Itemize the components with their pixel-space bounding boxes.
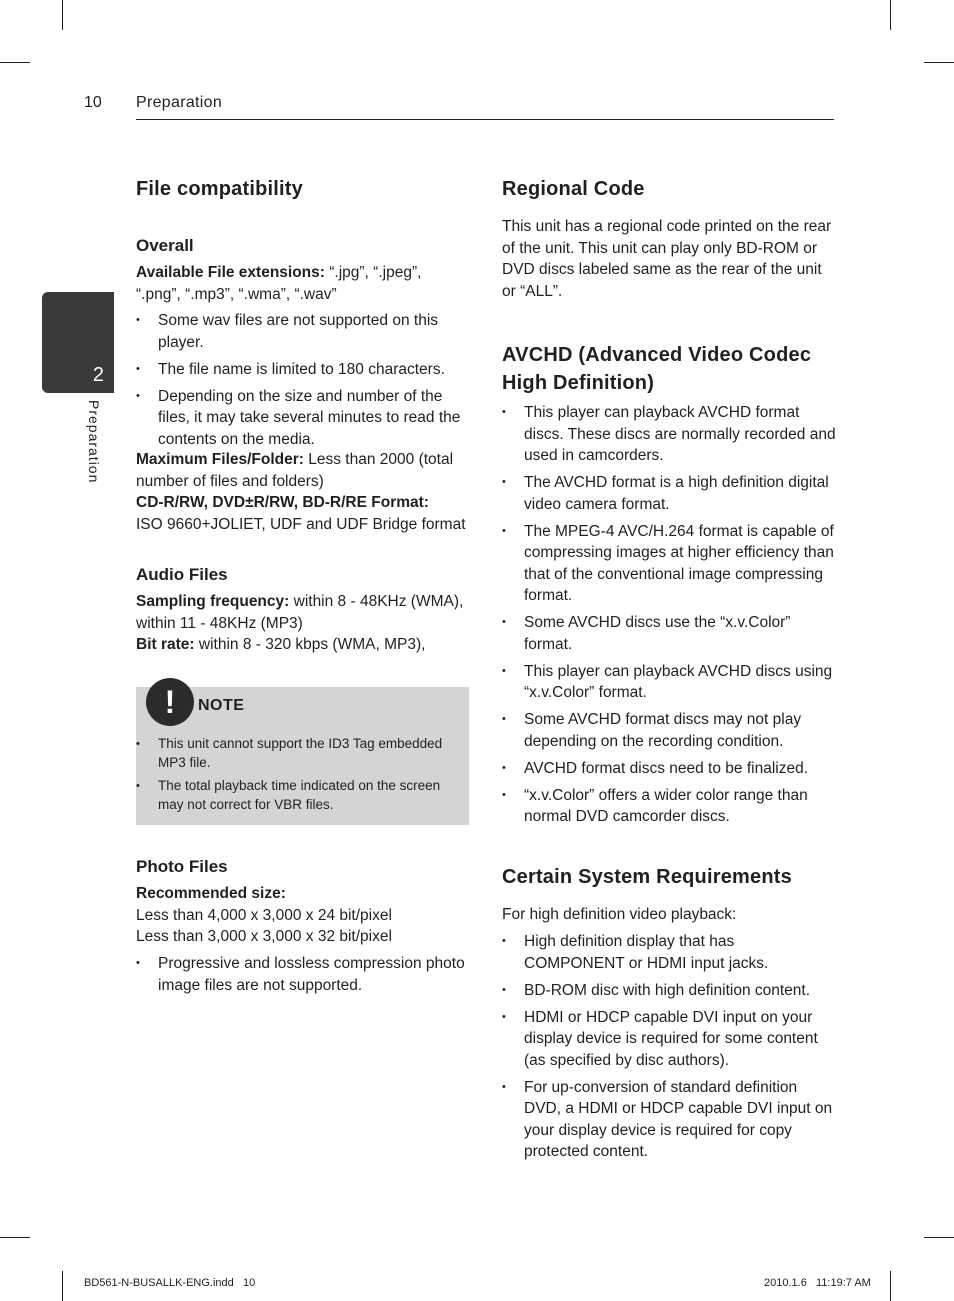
section-title-system-requirements: Certain System Requirements (502, 866, 792, 888)
disc-format-value: ISO 9660+JOLIET, UDF and UDF Bridge format (136, 515, 466, 533)
list-item: • The AVCHD format is a high definition digital video camera format. (502, 472, 836, 515)
bitrate-text (136, 634, 470, 656)
sampling-text (136, 591, 470, 634)
list-item: • This player can playback AVCHD discs using “x.v.Color” format. (502, 661, 836, 704)
system-intro: For high definition video playback: (502, 906, 737, 923)
page-number: 10 (84, 94, 102, 111)
crop-mark (62, 1271, 63, 1301)
list-item: • Some AVCHD format discs may not play depending on the recording condition. (502, 709, 836, 752)
list-item: • For up-conversion of standard definition DVD, a HDMI or HDCP capable DVI input on your display device is required for copy protected content. (502, 1077, 836, 1163)
crop-mark (890, 0, 891, 30)
list-item: • High definition display that has COMPONENT or HDMI input jacks. (502, 931, 836, 974)
photo-size-line: Less than 4,000 x 3,000 x 24 bit/pixel (136, 906, 392, 924)
list-item: • Progressive and lossless compression photo image files are not supported. (136, 953, 470, 996)
list-item: • This unit cannot support the ID3 Tag embedded MP3 file. (136, 735, 466, 772)
crop-mark (0, 62, 30, 63)
list-item: • The total playback time indicated on the screen may not correct for VBR files. (136, 777, 466, 814)
list-item: • Some AVCHD discs use the “x.v.Color” format. (502, 612, 836, 655)
max-files-value: Less than 2000 (total number of files and folders) (136, 451, 454, 490)
subheading-overall: Overall (136, 236, 194, 255)
chapter-tab-label: Preparation (86, 400, 102, 484)
crop-mark (890, 1271, 891, 1301)
section-title-avchd: AVCHD (Advanced Video Codec High Definition) (502, 344, 812, 394)
max-files-text (136, 449, 470, 492)
header-rule (136, 119, 834, 120)
note-bullets (136, 735, 466, 819)
file-extensions-label: Available File extensions: (136, 264, 325, 281)
exclamation-icon: ! (146, 678, 194, 726)
subheading-audio-files: Audio Files (136, 565, 228, 584)
list-item: • HDMI or HDCP capable DVI input on your display device is required for some content (as specified by disc authors). (502, 1007, 836, 1072)
list-item: • BD-ROM disc with high definition content. (502, 980, 836, 1002)
section-title-regional-code: Regional Code (502, 178, 645, 200)
overall-bullets (136, 310, 470, 456)
photo-size-label: Recommended size: (136, 885, 286, 902)
chapter-tab (42, 292, 114, 393)
disc-format-text (136, 492, 470, 535)
avchd-bullets (502, 402, 836, 833)
bitrate-value: within 8 - 320 kbps (WMA, MP3), (194, 636, 426, 653)
section-title-file-compatibility: File compatibility (136, 178, 303, 200)
list-item: • Depending on the size and number of the files, it may take several minutes to read the contents on the media. (136, 386, 470, 451)
disc-format-label: CD-R/RW, DVD±R/RW, BD-R/RE Format: (136, 494, 429, 511)
footer-filename: BD561-N-BUSALLK-ENG.indd 10 (84, 1277, 256, 1289)
list-item: • Some wav files are not supported on this player. (136, 310, 470, 353)
sampling-value: within 8 - 48KHz (WMA), within 11 - 48KHz (MP3) (136, 593, 464, 632)
footer-timestamp: 2010.1.6 11:19:7 AM (764, 1277, 871, 1289)
photo-size-text (136, 883, 470, 948)
crop-mark (924, 1237, 954, 1238)
list-item: • The file name is limited to 180 characters. (136, 359, 470, 381)
photo-size-line: Less than 3,000 x 3,000 x 32 bit/pixel (136, 928, 392, 945)
running-header: Preparation (136, 94, 223, 111)
note-label: NOTE (198, 697, 245, 714)
list-item: • “x.v.Color” offers a wider color range than normal DVD camcorder discs. (502, 785, 836, 828)
note-box (136, 684, 469, 825)
max-files-label: Maximum Files/Folder: (136, 451, 304, 468)
system-bullets (502, 931, 836, 1168)
list-item: • The MPEG-4 AVC/H.264 format is capable of compressing images at higher efficiency than that of the conventional image compressing format. (502, 521, 836, 607)
crop-mark (62, 0, 63, 30)
file-extensions-value: “.jpg”, “.jpeg”, “.png”, “.mp3”, “.wma”, “.wav” (136, 264, 422, 303)
crop-mark (924, 62, 954, 63)
file-extensions-text (136, 262, 470, 305)
list-item: • This player can playback AVCHD format discs. These discs are normally recorded and used in camcorders. (502, 402, 836, 467)
crop-mark (0, 1237, 30, 1238)
bitrate-label: Bit rate: (136, 636, 195, 653)
subheading-photo-files: Photo Files (136, 857, 228, 876)
sampling-label: Sampling frequency: (136, 593, 290, 610)
list-item: • AVCHD format discs need to be finalized. (502, 758, 836, 780)
regional-body: This unit has a regional code printed on the rear of the unit. This unit can play only BD-ROM or DVD discs labeled same as the rear of the unit or “ALL”. (502, 218, 832, 300)
chapter-number: 2 (92, 364, 104, 386)
photo-bullets (136, 953, 470, 1002)
